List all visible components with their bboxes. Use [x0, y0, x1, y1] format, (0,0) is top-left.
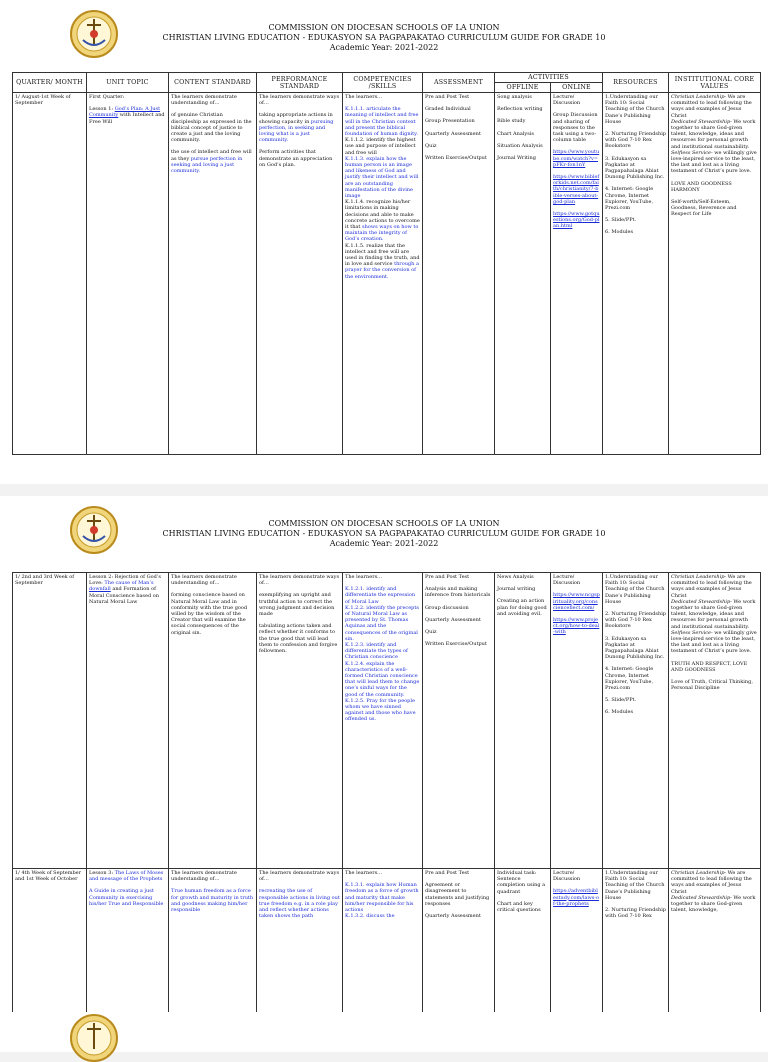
col-quarter-header: QUARTER/ MONTH — [13, 73, 87, 93]
quarter-cell: 1/ 2nd and 3rd Week of September — [13, 573, 87, 869]
content-cell: The learners demonstrate understanding of… True human freedom as a force for growth and maturity in truth and goodness making him/her responsible — [169, 869, 257, 1017]
col-online-header: ONLINE — [551, 83, 603, 93]
competencies-cell: The learners… K.1.1.1. articulate the meaning of intellect and free will in the Christian context and present the biblical foundation of human dignity. K.1.1.2. identify the highest use and purpose of intellect and free will K.1.1.3. explain how the human person is an image and likeness of God and justify their intellect and will are an outstanding manifestation of the divine image K.1.1.4. recognize his/her limitations in making decisions and able to make concrete actions to overcome it that shows ways on how to maintain the integrity of God’s creation. K.1.1.5. realize that the intellect and free will are used in finding the truth, and in love and service through a prayer for the conversion of the environment. — [343, 93, 423, 455]
values-cell: Christian Leadership- We are committed to lead following the ways and examples of Jesus Christ Dedicated Stewardship- We work together to share God-given talent, knowledge, — [669, 869, 761, 1017]
curriculum-table-page-1 — [12, 72, 761, 455]
content-cell: The learners demonstrate understanding of… of genuine Christian discipleship as expressed in the biblical concept of justice to create a just and the loving community. the use of intellect and free will as they pursue perfection in seeking and loving a just community. — [169, 93, 257, 455]
col-offline-header: OFFLINE — [495, 83, 551, 93]
values-cell: Christian Leadership- We are committed to lead following the ways and examples of Jesus Christ Dedicated Stewardship- We work together to share God-given talent, knowledge, ideas and resources for personal growth and institutional sustainability. Selfless Service- we willingly give love-inspired service to the least, the last and lost as a living testament of Christ’s pure love. TRUTH AND RESPECT, LOVE AND GOODNESS Love of Truth, Critical Thinking, Personal Discipline — [669, 573, 761, 869]
col-values-header: INSTITUTIONAL CORE VALUES — [669, 73, 761, 93]
col-content-header: CONTENT STANDARD — [169, 73, 257, 93]
how-to-deal-link[interactable]: https://www.project.org/how-to-deal-with — [553, 617, 600, 636]
assessment-cell: Pre and Post Test Agreement or disagreement to statements and justifying responses Quarterly Assessment — [423, 869, 495, 1017]
document-header — [0, 0, 768, 64]
unit-cell: Lesson 3: The Laws of Moses and message of the Prophets A Guide in creating a just Community in exercising his/her True and Responsible — [87, 869, 169, 1017]
offline-cell: Song analysis Reflection writing Bible study Chart Analysis Situation Analysis Journal Writing — [495, 93, 551, 455]
gotquestions-link[interactable]: https://www.gotquestions.org/God-plan.html — [553, 211, 600, 230]
resources-cell: 1.Understanding our Faith 10: Social Teaching of the Church Dane’s Publishing House 2. Nurturing Friendship with God 7-10 Rex Bookstore 3. Edukasyon sa Pagkatao at Pagpapahalaga Abiat Dunong Publishing Inc. 4. Internet: Google Chrome, Internet Explorer, YouTube, Prezi.com 5. Slide/PPt. 6. Modules — [603, 573, 669, 869]
youtube-link[interactable]: https://www.youtube.com/watch?v=pFKr-fon1nY — [553, 149, 600, 168]
header-line-2: CHRISTIAN LIVING EDUCATION - EDUKASYON SA PAGPAPAKATAO CURRICULUM GUIDE FOR GRADE 10 — [162, 33, 606, 42]
curriculum-table-page-2 — [12, 572, 761, 1017]
table-row — [13, 573, 761, 869]
performance-cell: The learners demonstrate ways of… exemplifying an upright and truthful action to correct the wrong judgment and decision made tabulating actions taken and reflect whether it conforms to the true good that will lead them to confession and forgive fellowmen. — [257, 573, 343, 869]
table-row — [13, 93, 761, 455]
col-assessment-header: ASSESSMENT — [423, 73, 495, 93]
unit-cell: First Quarter: Lesson 1: God’s Plan: A Just Community with Intellect and Free Will — [87, 93, 169, 455]
online-cell: Lecture/ Discussion https://adventbiblestudy.com/laws-of-the-prophets — [551, 869, 603, 1017]
table-row — [13, 869, 761, 1017]
col-resources-header: RESOURCES — [603, 73, 669, 93]
page-3 — [0, 1012, 768, 1052]
header-line-3: Academic Year: 2021-2022 — [329, 43, 439, 52]
content-cell: The learners demonstrate understanding of… forming conscience based on Natural Moral Law and in conformity with the true good willed by the wisdom of the Creator that will examine the social consequences of the original sin. — [169, 573, 257, 869]
resources-cell: 1.Understanding our Faith 10: Social Teaching of the Church Dane’s Publishing House 2. Nurturing Friendship with God 7-10 Rex — [603, 869, 669, 1017]
assessment-cell: Pre and Post Test Graded Individual Group Presentation Quarterly Assessment Quiz Written Exercise/Output — [423, 93, 495, 455]
quarter-cell: 1/ August-1st Week of September — [13, 93, 87, 455]
competencies-cell: The learners… K.1.3.1. explain how Human freedom as a force of growth and maturity that make him/her responsible for his actions K.1.3.2. discuss the — [343, 869, 423, 1017]
page-2 — [0, 496, 768, 1024]
online-cell: Lecture/ Discussion Group Discussion and sharing of responses to the task using a two-column table https://www.youtube.com/watch?v=pFKr-fon1nY https://www.bibleforkids.net.com/faith/christianity/7-bible-verses-about-god-plan https://www.gotquestions.org/God-plan.html — [551, 93, 603, 455]
competencies-cell: The learners… K.1.2.1. identify and differentiate the expression of Moral Law K.1.2.2. identify the precepts of Natural Moral Law as presented by St. Thomas Aquinas and the consequences of the original sin. K.1.2.3. identify and differentiate the types of Christian conscience K.1.2.4. explain the characteristics of a well-formed Christian conscience that will lead them to change one’s sinful ways for the good of the community. K.1.2.5. Pray for the people whom we have sinned against and those who have offended us. — [343, 573, 423, 869]
header-line-3: Academic Year: 2021-2022 — [329, 539, 439, 548]
col-competencies-header: COMPETENCIES /SKILLS — [343, 73, 423, 93]
assessment-cell: Pre and Post Test Analysis and making inference from historicals Group discussion Quarterly Assessment Quiz Written Exercise/Output — [423, 573, 495, 869]
advent-bible-study-link[interactable]: https://adventbiblestudy.com/laws-of-the-prophets — [553, 888, 600, 907]
header-line-1: COMMISSION ON DIOCESAN SCHOOLS OF LA UNION — [268, 23, 500, 32]
unit-cell: Lesson 2: Rejection of God’s Love: The cause of Man’s downfall and Formation of Moral Conscience based on Natural Moral Law — [87, 573, 169, 869]
offline-cell: News Analysis Journal writing Creating an action plan for doing good and avoiding evil. — [495, 573, 551, 869]
spirituality-link[interactable]: https://www.ncgspirituality.org/conscienceflect.com/ — [553, 592, 600, 611]
quarter-cell: 1/ 4th Week of September and 1st Week of October — [13, 869, 87, 1017]
header-line-2: CHRISTIAN LIVING EDUCATION - EDUKASYON SA PAGPAPAKATAO CURRICULUM GUIDE FOR GRADE 10 — [162, 529, 606, 538]
offline-cell: Individual task: Sentence completion using a quadrant Chart and key critical questions — [495, 869, 551, 1017]
online-cell: Lecture/ Discussion https://www.ncgspirituality.org/conscienceflect.com/ https://www.project.org/how-to-deal-with — [551, 573, 603, 869]
resources-cell: 1.Understanding our Faith 10: Social Teaching of the Church Dane’s Publishing House 2. Nurturing Friendship with God 7-10 Rex Bookstore 3. Edukasyon sa Pagkatao at Pagpapahalaga Abiat Dunong Publishing Inc. 4. Internet: Google Chrome, Internet Explorer, YouTube, Prezi.com 5. Slide/PPt. 6. Modules — [603, 93, 669, 455]
col-unit-header: UNIT TOPIC — [87, 73, 169, 93]
document-header — [0, 496, 768, 560]
performance-cell: The learners demonstrate ways of… taking appropriate actions in showing capacity in pursuing perfection, in seeking and loving what is a just community. Perform activities that demonstrate an appreciation on God’s plan. — [257, 93, 343, 455]
col-performance-header: PERFORMANCE STANDARD — [257, 73, 343, 93]
bible-verses-link[interactable]: https://www.bibleforkids.net.com/faith/christianity/7-bible-verses-about-god-plan — [553, 174, 600, 205]
diocesan-seal-icon — [70, 1014, 118, 1062]
values-cell: Christian Leadership- We are committed to lead following the ways and examples of Jesus Christ Dedicated Stewardship- We work together to share God-given talent, knowledge, ideas and resources for personal growth and institutional sustainability. Selfless Service- we willingly give love-inspired service to the least, the last and lost as a living testament of Christ’s pure love. LOVE AND GOODNESS HARMONY Self-worth/Self-Esteem, Goodness, Reverence and Respect for Life — [669, 93, 761, 455]
header-line-1: COMMISSION ON DIOCESAN SCHOOLS OF LA UNION — [268, 519, 500, 528]
performance-cell: The learners demonstrate ways of… recreating the use of responsible actions in living out true freedom e.g. in a role play and reflect whether actions taken shows the path — [257, 869, 343, 1017]
page-1 — [0, 0, 768, 484]
col-activities-header: ACTIVITIES — [495, 73, 603, 83]
